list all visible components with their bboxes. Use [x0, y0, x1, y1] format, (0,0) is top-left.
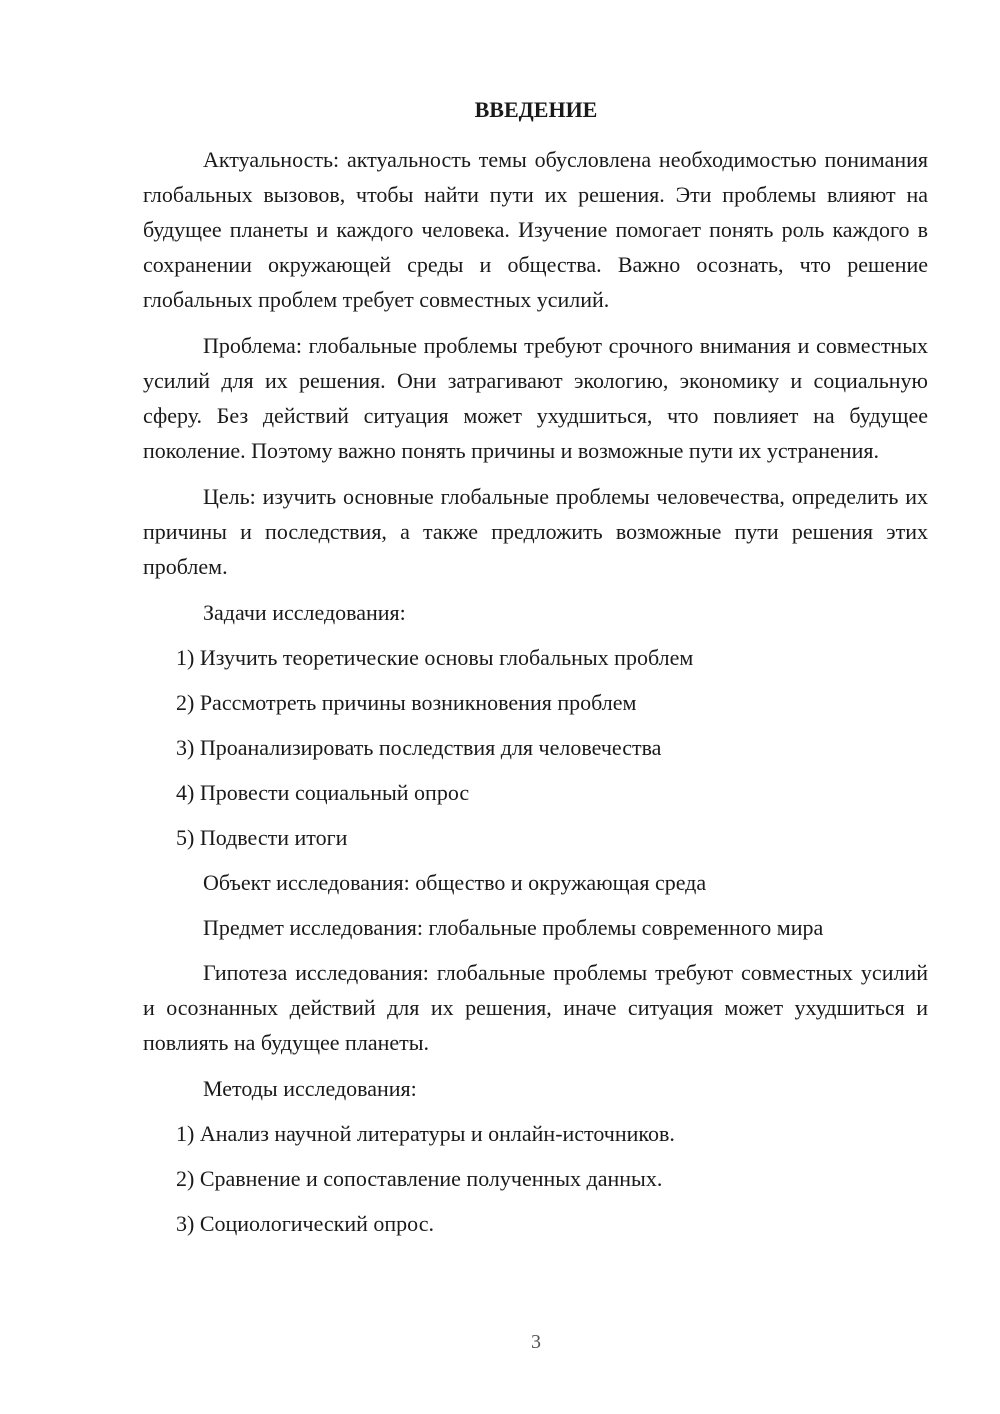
method-item: 3) Социологический опрос. — [176, 1211, 434, 1236]
task-item: 4) Провести социальный опрос — [176, 780, 470, 805]
method-item: 1) Анализ научной литературы и онлайн-источников. — [176, 1121, 675, 1146]
document-body — [143, 142, 928, 1251]
tasks-label: Задачи исследования: — [203, 600, 406, 625]
task-item: 2) Рассмотреть причины возникновения проблем — [176, 690, 637, 715]
object-statement: Объект исследования: общество и окружающая среда — [203, 870, 707, 895]
document-title: ВВЕДЕНИЕ — [474, 97, 598, 122]
method-item: 2) Сравнение и сопоставление полученных данных. — [176, 1166, 663, 1191]
task-item: 1) Изучить теоретические основы глобальных проблем — [176, 645, 694, 670]
problem-paragraph: Проблема: глобальные проблемы требуют срочного внимания и совместных усилий для их решения. Они затрагивают экологию, экономику и социальную сферу. Без действий ситуация может ухудшиться, что повлияет на будущее поколение. Поэтому важно понять причины и возможные пути их устранения. — [143, 333, 928, 463]
task-item: 5) Подвести итоги — [176, 825, 348, 850]
task-item: 3) Проанализировать последствия для человечества — [176, 735, 662, 760]
hypothesis-paragraph: Гипотеза исследования: глобальные проблемы требуют совместных усилий и осознанных действий для их решения, иначе ситуация может ухудшиться и повлиять на будущее планеты. — [143, 960, 928, 1055]
relevance-paragraph: Актуальность: актуальность темы обусловлена необходимостью понимания глобальных вызовов, чтобы найти пути их решения. Эти проблемы влияют на будущее планеты и каждого человека. Изучение помогает понять роль каждого в сохранении окружающей среды и общества. Важно осознать, что решение глобальных проблем требует совместных усилий. — [143, 147, 928, 312]
page-number: 3 — [531, 1331, 541, 1353]
methods-label: Методы исследования: — [203, 1076, 417, 1101]
goal-paragraph: Цель: изучить основные глобальные проблемы человечества, определить их причины и последствия, а также предложить возможные пути решения этих проблем. — [143, 484, 928, 579]
tasks-list — [143, 640, 928, 855]
subject-statement: Предмет исследования: глобальные проблемы современного мира — [203, 915, 824, 940]
methods-list — [143, 1116, 928, 1241]
